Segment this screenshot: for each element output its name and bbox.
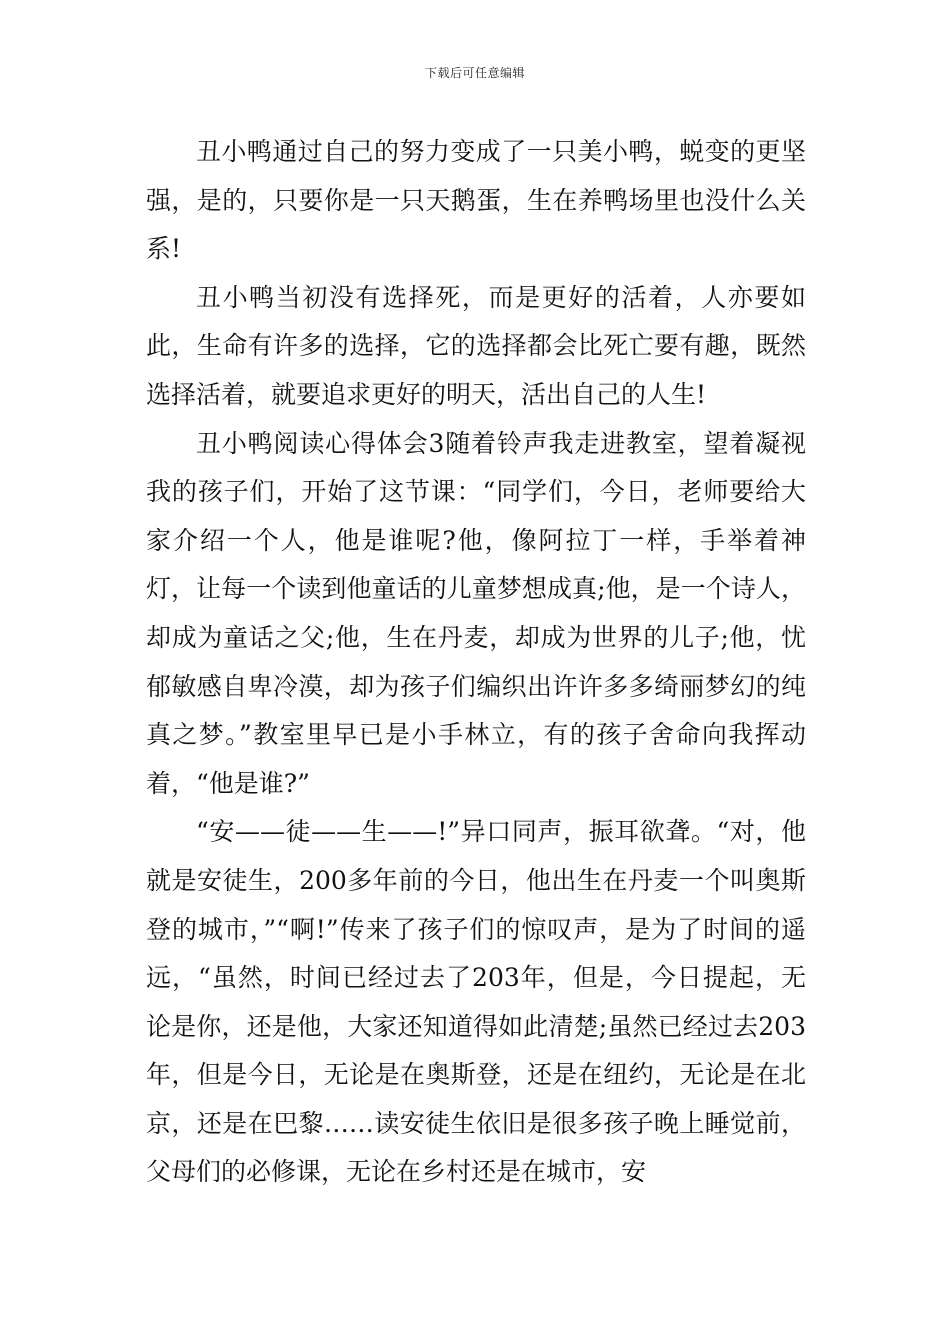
document-body bbox=[146, 128, 806, 1197]
paragraph: 丑小鸭通过自己的努力变成了一只美小鸭，蜕变的更坚强，是的，只要你是一只天鹅蛋，生在养鸭场里也没什么关系! bbox=[146, 137, 806, 264]
page-header: 下载后可任意编辑 bbox=[424, 66, 525, 80]
paragraph: “安——徒——生——!”异口同声，振耳欲聋。“对，他就是安徒生，200多年前的今日，他出生在丹麦一个叫奥斯登的城市，”“啊!”传来了孩子们的惊叹声，是为了时间的遥远，“虽然，时间已经过去了203年，但是，今日提起，无论是你，还是他，大家还知道得如此清楚;虽然已经过去203年，但是今日，无论是在奥斯登，还是在纽约，无论是在北京，还是在巴黎……读安徒生依旧是很多孩子晚上睡觉前，父母们的必修课，无论在乡村还是在城市，安 bbox=[146, 817, 806, 1187]
paragraph: 丑小鸭阅读心得体会3随着铃声我走进教室，望着凝视我的孩子们，开始了这节课：“同学们，今日，老师要给大家介绍一个人，他是谁呢?他，像阿拉丁一样，手举着神灯，让每一个读到他童话的儿童梦想成真;他，是一个诗人，却成为童话之父;他，生在丹麦，却成为世界的儿子;他，忧郁敏感自卑冷漠，却为孩子们编织出许许多多绮丽梦幻的纯真之梦。”教室里早已是小手林立，有的孩子舍命向我挥动着，“他是谁?” bbox=[146, 428, 806, 798]
paragraph: 丑小鸭当初没有选择死，而是更好的活着，人亦要如此，生命有许多的选择，它的选择都会比死亡要有趣，既然选择活着，就要追求更好的明天，活出自己的人生! bbox=[146, 282, 806, 409]
